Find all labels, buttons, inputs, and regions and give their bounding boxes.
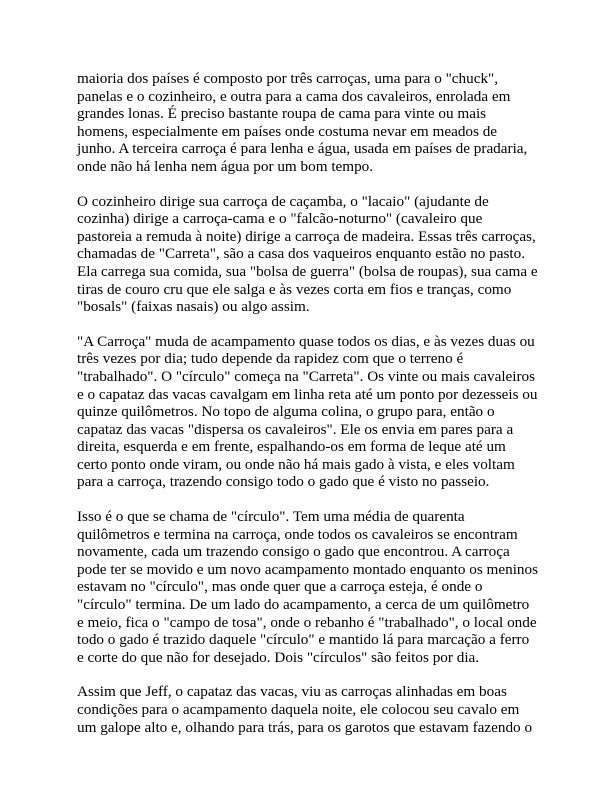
paragraph-5: Assim que Jeff, o capataz das vacas, viu as carroças alinhadas em boas condições para o acampamento daquela noite, ele colocou seu cavalo em um galope alto e, olhando para trás, para os garotos que estavam fazendo o [77,683,533,736]
document-page [77,70,539,753]
paragraph-3: "A Carroça" muda de acampamento quase todos os dias, e às vezes duas ou três vezes por dia; tudo depende da rapidez com que o terreno é "trabalhado". O "círculo" começa na "Carreta". Os vinte ou mais cavaleiros e o capataz das vacas cavalgam em linha reta até um ponto por dezesseis ou quinze quilômetros. No topo de alguma colina, o grupo para, então o capataz das vacas "dispersa os cavaleiros". Ele os envia em pares para a direita, esquerda e em frente, espalhando-os em forma de leque até um certo ponto onde viram, ou onde não há mais gado à vista, e eles voltam para a carroça, trazendo consigo todo o gado que é visto no passeio. [77,332,538,491]
paragraph-4: Isso é o que se chama de "círculo". Tem uma média de quarenta quilômetros e termina na carroça, onde todos os cavaleiros se encontram novamente, cada um trazendo consigo o gado que encontrou. A carroça pode ter se movido e um novo acampamento montado enquanto os meninos estavam no "círculo", mas onde quer que a carroça esteja, é onde o "círculo" termina. De um lado do acampamento, a cerca de um quilômetro e meio, fica o "campo de tosa", onde o rebanho é "trabalhado", o local onde todo o gado é trazido daquele "círculo" e mantido lá para marcação a ferro e corte do que não for desejado. Dois "círculos" são feitos por dia. [77,508,539,666]
paragraph-1: maioria dos países é composto por três carroças, uma para o "chuck", panelas e o cozinheiro, e outra para a cama dos cavaleiros, enrolada em grandes lonas. É preciso bastante roupa de cama para vinte ou mais homens, especialmente em países onde costuma nevar em meados de junho. A terceira carroça é para lenha e água, usada em países de pradaria, onde não há lenha nem água por um bom tempo. [77,70,528,175]
paragraph-2: O cozinheiro dirige sua carroça de caçamba, o "lacaio" (ajudante de cozinha) dirige a carroça-cama e o "falcão-noturno" (cavaleiro que pastoreia a remuda à noite) dirige a carroça de madeira. Essas três carroças, chamadas de "Carreta", são a casa dos vaqueiros enquanto estão no pasto. Ela carrega sua comida, sua "bolsa de guerra" (bolsa de roupas), sua cama e tiras de couro cru que ele salga e às vezes corta em fios e tranças, como "bosals" (faixas nasais) ou algo assim. [77,192,538,316]
